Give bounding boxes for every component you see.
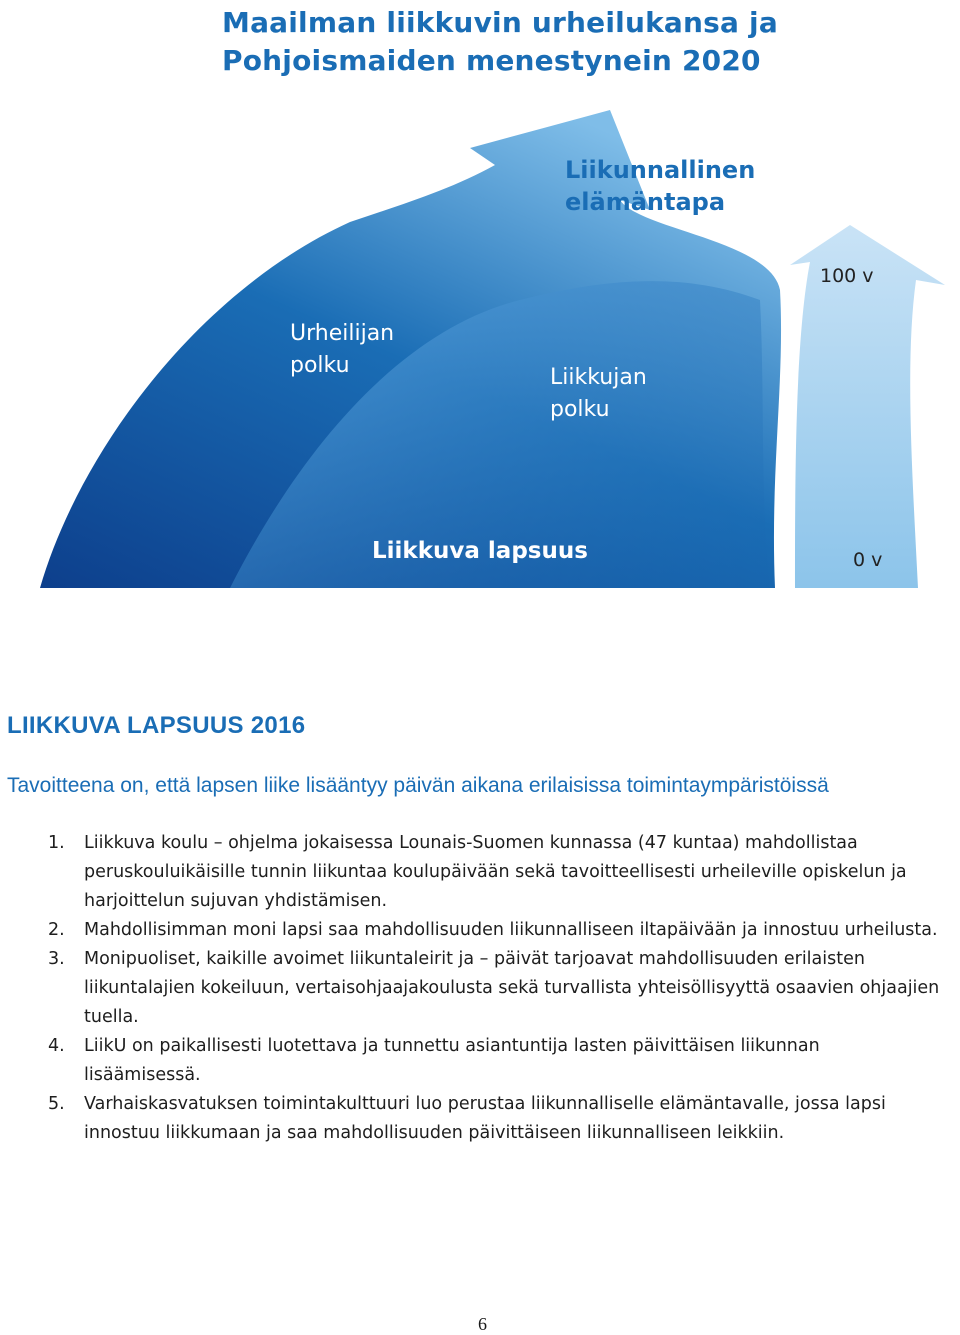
item-number: 1. bbox=[48, 833, 65, 853]
list-item bbox=[0, 916, 960, 945]
figure-title-line2: Pohjoismaiden menestynein 2020 bbox=[222, 44, 761, 77]
item-number: 3. bbox=[48, 949, 65, 969]
age-top-label: 100 v bbox=[820, 265, 874, 287]
list-item bbox=[0, 1032, 960, 1090]
age-bottom-label: 0 v bbox=[853, 549, 883, 571]
list-item bbox=[0, 945, 960, 1032]
item-number: 2. bbox=[48, 920, 65, 940]
figure-title-line1: Maailman liikkuvin urheilukansa ja bbox=[222, 6, 778, 39]
list-item bbox=[0, 1090, 960, 1148]
figure-title bbox=[222, 4, 778, 80]
goals-list bbox=[0, 829, 960, 1148]
item-text: Varhaiskasvatuksen toimintakulttuuri luo perustaa liikunnalliselle elämäntavalle, jossa lapsi innostuu liikkumaan ja saa mahdollisuuden päivittäiseen liikunnalliseen leikkiin. bbox=[84, 1094, 886, 1143]
item-number: 5. bbox=[48, 1094, 65, 1114]
section-title: LIIKKUVA LAPSUUS 2016 bbox=[7, 712, 306, 739]
item-text: Liikkuva koulu – ohjelma jokaisessa Lounais-Suomen kunnassa (47 kuntaa) mahdollistaa peruskouluikäisille tunnin liikuntaa koulupäivään sekä tavoitteellisesti urheileville opiskelun ja harjoittelun sujuvan yhdistämisen. bbox=[84, 833, 907, 911]
page-number: 6 bbox=[478, 1314, 487, 1334]
item-text: LiikU on paikallisesti luotettava ja tunnettu asiantuntija lasten päivittäisen liikunnan lisäämisessä. bbox=[84, 1036, 820, 1085]
mover-path-label: Liikkujan polku bbox=[550, 365, 647, 422]
childhood-label: Liikkuva lapsuus bbox=[372, 538, 588, 564]
path-diagram bbox=[0, 0, 960, 600]
goal-statement: Tavoitteena on, että lapsen liike lisääntyy päivän aikana erilaisissa toimintaympäristöissä bbox=[7, 774, 829, 797]
athlete-path-label: Urheilijan polku bbox=[290, 321, 395, 378]
lifestyle-label: Liikunnallinen elämäntapa bbox=[565, 156, 756, 216]
list-item bbox=[0, 829, 960, 916]
item-text: Mahdollisimman moni lapsi saa mahdollisuuden liikunnalliseen iltapäivään ja innostuu urheilusta. bbox=[84, 920, 938, 940]
arrow-graphic bbox=[0, 0, 960, 600]
item-number: 4. bbox=[48, 1036, 65, 1056]
item-text: Monipuoliset, kaikille avoimet liikuntaleirit ja – päivät tarjoavat mahdollisuuden erilaisten liikuntalajien kokeiluun, vertaisohjaajakoulusta sekä turvallista yhteisöllisyyttä osaavien ohjaajien tuella. bbox=[84, 949, 940, 1027]
